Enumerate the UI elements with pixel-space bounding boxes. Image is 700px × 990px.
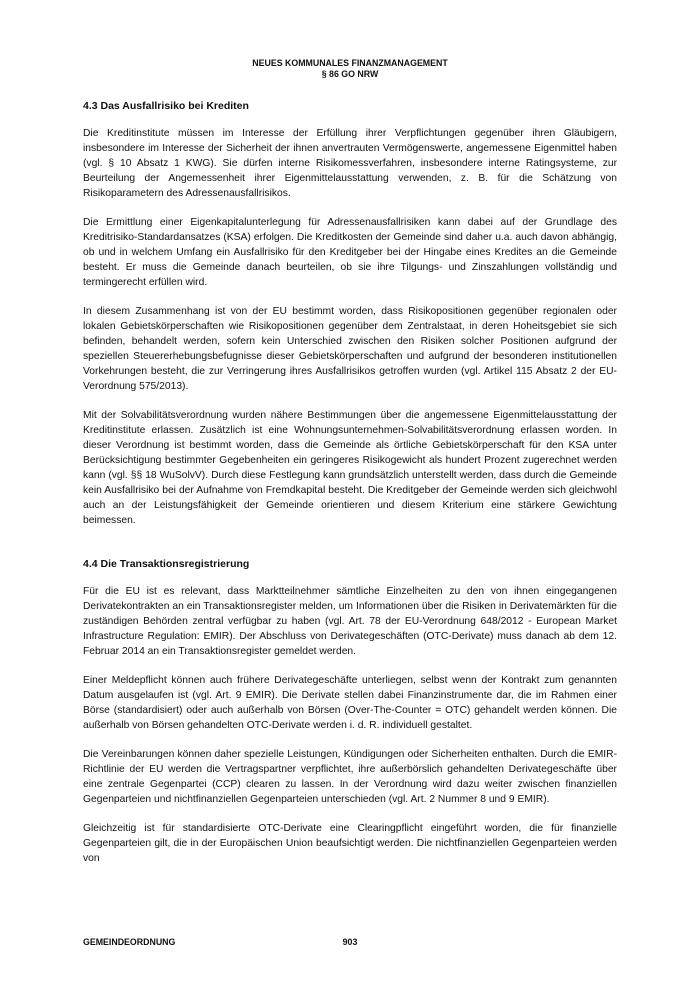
running-header (0, 58, 700, 80)
header-section: § 86 GO NRW (321, 69, 379, 79)
paragraph: In diesem Zusammenhang ist von der EU bestimmt worden, dass Risikopositionen gegenüber regionalen oder lokalen Gebietskörperschaften wie Risikopositionen gegenüber dem Zentralstaat, in deren Hoheitsgebiet sie sich befinden, behandelt werden, sofern kein Unterschied zwischen den Risiken solcher Positionen aufgrund der speziellen Steuererhebungsbefugnisse dieser Gebietskörperschaften und aufgrund der besonderen institutionellen Vorkehrungen besteht, die zur Verringerung ihres Ausfallrisikos getroffen wurden (vgl. Artikel 115 Absatz 2 der EU-Verordnung 575/2013). (83, 306, 617, 392)
section-heading: 4.4 Die Transaktionsregistrierung (83, 558, 250, 570)
paragraph: Gleichzeitig ist für standardisierte OTC-Derivate eine Clearingpflicht eingeführt worden, die für finanzielle Gegenparteien gilt, die in der Europäischen Union beaufsichtigt werden. Die nichtfinanziellen Gegenparteien werden von (83, 823, 617, 864)
paragraph: Die Vereinbarungen können daher spezielle Leistungen, Kündigungen oder Sicherheiten enthalten. Durch die EMIR-Richtlinie der EU werden die Vertragspartner verpflichtet, ihre außerbörslich gehandelten Derivategeschäfte über eine zentrale Gegenpartei (CCP) clearen zu lassen. In der Verordnung wird dazu weiter zwischen finanziellen Gegenparteien und nichtfinanziellen Gegenparteien unterschieden (vgl. Art. 2 Nummer 8 und 9 EMIR). (83, 749, 617, 805)
paragraph: Die Ermittlung einer Eigenkapitalunterlegung für Adressenausfallrisiken kann dabei auf der Grundlage des Kreditrisiko-Standardansatzes (KSA) erfolgen. Die Kreditkosten der Gemeinde sind daher u.a. auch davon abhängig, ob und in welchem Umfang ein Ausfallrisiko für den Kreditgeber bei der Hingabe eines Kredites an die Gemeinde besteht. Er muss die Gemeinde danach beurteilen, ob sie ihre Tilgungs- und Zinszahlungen vollständig und termingerecht erfüllen wird. (83, 217, 617, 288)
paragraph: Mit der Solvabilitätsverordnung wurden nähere Bestimmungen über die angemessene Eigenmittelausstattung der Kreditinstitute erlassen. Zusätzlich ist eine Wohnungsunternehmen-Solvabilitätsverordnung erlassen worden. In dieser Verordnung ist bestimmt worden, dass die Gemeinde als örtliche Gebietskörperschaft für den KSA unter Berücksichtigung bestimmter Gegebenheiten ein geringeres Risikogewicht als hundert Prozent zugerechnet werden kann (vgl. §§ 18 WuSolvV). Durch diese Festlegung kann grundsätzlich unterstellt werden, dass durch die Gemeinde kein Ausfallrisiko bei der Aufnahme von Fremdkapital besteht. Die Kreditgeber der Gemeinde werden sich gleichwohl auch an der Leistungsfähigkeit der Gemeinde orientieren und diesem Kriterium eine stärkere Gewichtung beimessen. (83, 410, 617, 526)
page-number: 903 (342, 937, 358, 947)
main-content (83, 100, 617, 880)
header-title: NEUES KOMMUNALES FINANZMANAGEMENT (252, 58, 448, 68)
section-heading: 4.3 Das Ausfallrisiko bei Krediten (83, 100, 249, 112)
paragraph: Für die EU ist es relevant, dass Marktteilnehmer sämtliche Einzelheiten zu den von ihnen eingegangenen Derivatekontrakten an ein Transaktionsregister melden, um Informationen über die Risiken in Derivatemärkten für die zuständigen Behörden zentral verfügbar zu haben (vgl. Art. 78 der EU-Verordnung 648/2012 - European Market Infrastructure Regulation: EMIR). Der Abschluss von Derivategeschäften (OTC-Derivate) muss danach ab dem 12. Februar 2014 an ein Transaktionsregister gemeldet werden. (83, 586, 617, 657)
footer-title: GEMEINDEORDNUNG (83, 937, 176, 947)
paragraph: Einer Meldepflicht können auch frühere Derivategeschäfte unterliegen, selbst wenn der Kontrakt zum genannten Datum ausgelaufen ist (vgl. Art. 9 EMIR). Die Derivate stellen dabei Finanzinstrumente dar, die im Rahmen einer Börse (standardisiert) oder auch außerhalb von Börsen (Over-The-Counter = OTC) gehandelt werden können. Die außerhalb von Börsen gehandelten OTC-Derivate werden i. d. R. individuell gestaltet. (83, 675, 617, 731)
paragraph: Die Kreditinstitute müssen im Interesse der Erfüllung ihrer Verpflichtungen gegenüber ihren Gläubigern, insbesondere im Interesse der Sicherheit der ihnen anvertrauten Vermögenswerte, angemessene Eigenmittel haben (vgl. § 10 Absatz 1 KWG). Sie dürfen interne Risikomessverfahren, insbesondere interne Ratingsysteme, zur Beurteilung der Angemessenheit ihrer Eigenmittelausstattung verwenden, z. B. für die Schätzung von Risikoparametern des Adressenausfallrisikos. (83, 128, 617, 199)
